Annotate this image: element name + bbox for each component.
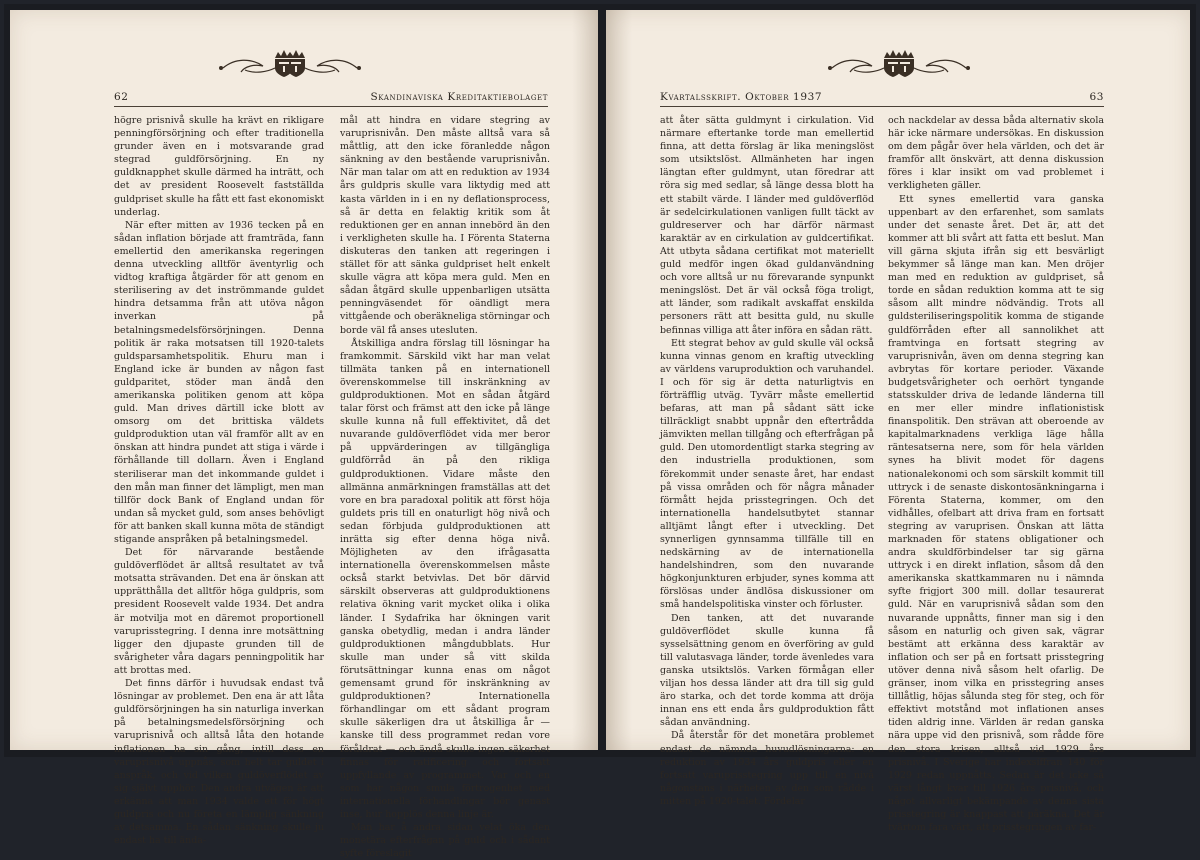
crowned-arms-vignette-icon [215, 44, 365, 80]
paragraph: högre prisnivå skulle ha krävt en rikligare penningförsörjning och efter traditionella grunder även en i motsvarande grad stegrad guldförsörjning. En ny guldknapphet skulle därmed ha inträtt, och det av president Roosevelt fastställda guldpriset skulle ha fått ett fast ekonomiskt underlag. [114, 115, 324, 218]
crowned-arms-vignette-icon [824, 44, 974, 80]
paragraph: Det för närvarande bestående guldöverflödet är alltså resultatet av två motsatta strävanden. Det ena är önskan att upprätthålla det alltför höga guldpris, som president Roosevelt valde 1934. Det andra är motvilja mot en däremot proportionell varuprisstegring. I denna inre motsättning ligger den djupaste grunden till de svårigheter våra dagars penningpolitik har att brottas med. [114, 547, 324, 676]
paragraph: Då återstår för det monetära problemet endast de nämnda huvudlösningarna: en reduktion av 1934 års guldpris eller en fortsatt varuprisstegring upp till en nivå någonstans i närheten av den som rådde i mitten på 1920-talet. Fördelar [660, 730, 874, 807]
paragraph: Ett synes emellertid vara ganska uppenbart av den erfarenhet, som samlats under det senaste året. Det är, att det kommer att bli svårt att fatta ett beslut. Man vill gärna skjuta ifrån sig ett besvärligt bekymmer så länge man kan. Men dröjer man med en reduktion av guldpriset, så torde en sådan reduktion komma att te sig såsom allt mindre nödvändig. Trots all guldsteriliseringspolitik komma de stigande guldförråden efter all sannolikhet att framtvinga en fortsatt stegring av varuprisnivån, även om denna stegring kan avbrytas för kortare perioder. Växande budgetsvårigheter och oerhört tyngande statsskulder driva de ledande länderna till en mer eller mindre inflationistisk finanspolitik. Den strävan att oberoende av kapitalmarknadens verkliga läge hålla räntesatserna nere, som för hela världen synes ha blivit modet för dagens nationalekonomi och som särskilt kommit till uttryck i de senaste diskontosänkningarna i Förenta Staterna, kommer, om den vidhålles, ofelbart att driva fram en fortsatt stegring av varuprisen. Önskan att lätta marknaden för statens obligationer och andra skuldförbindelser tar sig gärna uttryck i en direkt inflation, såsom då den amerikanska skattkammaren nu i nämnda syfte frigjort 300 mill. dollar tesaurerat guld. När en varuprisnivå sådan som den nuvarande uppnåtts, finner man sig i den såsom en naturlig och given sak, vägrar bestämt att erkänna dess karaktär av inflation och ser på en fortsatt prisstegring utöver denna nivå såsom helt ofarlig. De gränser, inom vilka en prisstegring anses tilllåtlig, höjas sålunda steg för steg, och för effektivt motstånd mot inflationen anses tiden aldrig inne. Världen är redan ganska nära uppe vid den prisnivå, som rådde före den stora krisen, alltså vid 1929 års prisnivå. I Sverige har indexsiffran 140 för 1929 redan uppnåtts. Sedan är det icke så värst långt kvar till 1926 års prisnivå, och något allvarligt bekämpande av denna sista prisstegring är knappast att påräkna. Det är tvärtom fara värt, att prisstegringen av far- [888, 193, 1104, 834]
book-spread [4, 4, 1196, 860]
text-column [114, 114, 324, 847]
paragraph: att åter sätta guldmynt i cirkulation. Vid närmare eftertanke torde man emellertid finna, att detta förslag är lika meningslöst som utsiktslöst. Allmänheten har ingen längtan efter guldmynt, utan föredrar att röra sig med sedlar, så länge dessa blott ha ett stabilt värde. I länder med guldöverflöd är sedelcirkulationen vanligen fullt täckt av guldreserver och har därför närmast karaktär av en cirkulation av guldcertifikat. Att utbyta sådana certifikat mot materiellt guld medför ingen ökad guldanvändning och vore alltså ur nu förevarande synpunkt meningslöst. Det är väl också föga troligt, att länder, som radikalt avskaffat enskilda personers rätt att besitta guld, nu skulle befinnas villiga att åter införa en sådan rätt. [660, 115, 874, 336]
paragraph: mål att hindra en vidare stegring av varuprisnivån. Den måste alltså vara så måttlig, att den icke föranledde någon sänkning av den bestående varuprisnivån. När man talar om att en reduktion av 1934 års guldpris skulle vara liktydig med att kasta världen in i en ny deflationsprocess, så är detta en felaktig kritik som åt reduktionen ger en annan innebörd än den i verkligheten skulle ha. I Förenta Staterna diskuteras den tanken att regeringen i stället för att sänka guldpriset helt enkelt skulle vägra att köpa mera guld. Men en sådan åtgärd skulle uppenbarligen utsätta penningväsendet för oändligt mera vittgående och oberäkneliga störningar och borde väl få anses utesluten. [340, 115, 550, 336]
paragraph: Åtskilliga andra förslag till lösningar ha framkommit. Särskild vikt har man velat tillmäta tanken på en internationell överenskommelse till inskränkning av guldproduktionen. Mot en sådan åtgärd talar först och främst att den icke på länge skulle kunna nå full effektivitet, då det nuvarande guldöverflödet vida mer beror på uppvärderingen av tillgängliga guldförråd än på den rikliga guldproduktionen. Vidare måste den allmänna anmärkningen framställas att det vore en bra paradoxal politik att först höja guldets pris till en onaturligt hög nivå och sedan förbjuda guldproduktionen att inrätta sig efter denna höga nivå. Möjligheten av den ifrågasatta internationella överenskommelsen måste också starkt betvivlas. Det bör därvid särskilt observeras att guldproduktionens relativa ökning varit mycket olika i olika länder. I Sydafrika har ökningen varit ganska obetydlig, medan i andra länder guldproduktionen mångdubblats. Hur skulle man under så vitt skilda förutsättningar kunna enas om något gemensamt grund för inskränkning av guldproduktionen? Internationella förhandlingar om ett sådant program skulle säkerligen dra ut åtskilliga år — kanske till dess programmet redan vore föråldrat — och ändå skulle ingen säkerhet finnas för ratificering och fortsatt uppfyllande av programmet. Var och en som har någon smula förtrogenhet med internationella förhandlingar bör genast inse, hur hopplös denna linje är. [340, 337, 550, 820]
text-column [888, 114, 1104, 834]
text-column [340, 114, 550, 860]
page-number: 63 [1089, 91, 1104, 103]
text-column [660, 114, 874, 807]
running-head-title: Kvartalsskrift. Oktober 1937 [660, 91, 823, 103]
paragraph: Det finns därför i huvudsak endast två lösningar av problemet. Den ena är att låta guldförsörjningen ha sin naturliga inverkan på betalningsmedelsförsörjning och varuprisnivå och alltså låta den hotande inflationen ha sin gång, intill dess en varuprisnivå uppnås, som helt tar guldet i anspråk, och vid vilken guldöverflödet av sig självt upphör. Den andra utvägen är att erkänna att man 1934 valde ett för högt guldpris och nu företa en lämplig sänkning av detsamma. En sådan sänkning skulle ju endast ha till ända- [114, 678, 324, 847]
paragraph: och nackdelar av dessa båda alternativ skola här icke närmare undersökas. En diskussion om dem pågår över hela världen, och det är framför allt önskvärt, att denna diskussion föres i klar insikt om vad problemet i verkligheten gäller. [888, 115, 1104, 192]
running-head [660, 88, 1104, 107]
page-number: 62 [114, 91, 129, 103]
paragraph: När efter mitten av 1936 tecken på en sådan inflation började att framträda, fann emellertid den amerikanska regeringen denna utveckling alltför äventyrlig och vidtog kraftiga åtgärder för att genom en sterilisering av det inströmmande guldet hindra detsamma från att utöva någon inverkan på betalningsmedelsförsörjningen. Denna politik är raka motsatsen till 1920-talets guldsparsamhetspolitik. Ehuru man i England icke är bunden av någon fast guldparitet, stöder man ändå den amerikanska politiken genom att köpa guld. Man drives därtill icke blott av omsorg om det brittiska väldets guldproduktion utan väl framför allt av en önskan att hindra pundet att stiga i värde i förhållande till dollarn. Även i England steriliserar man det inkommande guldet i den mån man finner det lämpligt, men man tillför dock Bank of England undan för undan så mycket guld, som anses behövligt för att banken skall kunna möta de ständigt stigande anspråken på betalningsmedel. [114, 219, 324, 545]
running-head-title: Skandinaviska Kreditaktiebolaget [370, 91, 548, 103]
paragraph: Ett stegrat behov av guld skulle väl också kunna vinnas genom en kraftig utveckling av världens varuproduktion och varuhandel. I och för sig är detta naturligtvis en förträfflig utväg. Tyvärr måste emellertid befaras, att man på sådant sätt icke tillräckligt snabbt uppnår den eftertrådda jämvikten mellan tillgång och efterfrågan på guld. Den utomordentligt starka stegring av den industriella produktionen, som förekommit under senaste året, har endast på vissa områden och för några månader förmått hejda prisstegringen. Och det internationella handelsutbytet stannar alltjämt långt efter i utveckling. Det synnerligen gynnsamma tillfälle till en nedskärning av de internationella handelshindren, som den nuvarande högkonjunkturen erbjuder, synes komma att förslösas under ändlösa diskussioner om små handelspolitiska vinster och förluster. [660, 337, 874, 611]
right-page [606, 10, 1190, 834]
paragraph: Den tanken, att det nuvarande guldöverflödet skulle kunna få sysselsättning genom en överföring av guld till valutasvaga länder, torde ävenledes vara ganska utsiktslös. Varken förmågan eller viljan hos dessa länder att dra till sig guld äro starka, och det torde komma att dröja innan ens ett enda års guldproduktion fått sådan användning. [660, 612, 874, 729]
paragraph: Man har å andra sidan velat öka den monetära efterfrågan på guld och i sådant syfte föreslagit [340, 822, 550, 860]
left-page [10, 10, 598, 860]
running-head [114, 88, 548, 107]
